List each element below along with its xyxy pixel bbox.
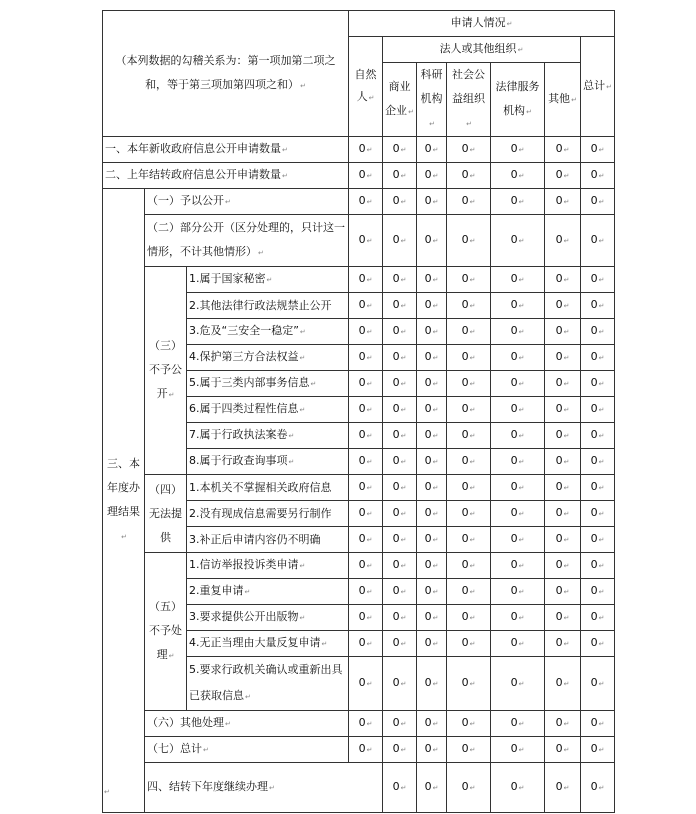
table-row	[103, 475, 615, 501]
value-cell: 0↵	[491, 527, 545, 553]
value-cell: 0↵	[545, 605, 581, 631]
value-cell: 0↵	[417, 293, 447, 319]
table-row	[103, 215, 615, 267]
value-cell: 0↵	[545, 475, 581, 501]
value-cell: 0↵	[545, 137, 581, 163]
value-cell: 0↵	[349, 163, 383, 189]
value-cell: 0↵	[447, 737, 491, 763]
value-cell: 0↵	[545, 553, 581, 579]
value-cell: 0↵	[447, 501, 491, 527]
value-cell: 0↵	[349, 293, 383, 319]
value-cell: 0↵	[417, 423, 447, 449]
value-cell: 0↵	[383, 579, 417, 605]
value-cell: 0↵	[491, 657, 545, 711]
value-cell: 0↵	[417, 579, 447, 605]
value-cell: 0↵	[545, 527, 581, 553]
value-cell: 0↵	[349, 475, 383, 501]
row-label: 7.属于行政执法案卷↵	[187, 423, 349, 449]
value-cell: 0↵	[417, 527, 447, 553]
value-cell: 0↵	[383, 293, 417, 319]
table-row	[103, 763, 615, 813]
value-cell: 0↵	[545, 345, 581, 371]
table-row	[103, 553, 615, 579]
value-cell: 0↵	[417, 737, 447, 763]
value-cell: 0↵	[491, 737, 545, 763]
value-cell: 0↵	[581, 657, 615, 711]
value-cell: 0↵	[349, 553, 383, 579]
value-cell: 0↵	[383, 189, 417, 215]
value-cell: 0↵	[491, 345, 545, 371]
value-cell: 0↵	[383, 345, 417, 371]
lawservice-header: 法律服务机构↵	[491, 63, 545, 137]
value-cell: 0↵	[349, 319, 383, 345]
value-cell: 0↵	[383, 763, 417, 813]
value-cell: 0↵	[447, 449, 491, 475]
value-cell: 0↵	[581, 267, 615, 293]
value-cell: 0↵	[417, 657, 447, 711]
value-cell: 0↵	[581, 501, 615, 527]
value-cell: 0↵	[447, 527, 491, 553]
value-cell: 0↵	[417, 475, 447, 501]
value-cell: 0↵	[581, 423, 615, 449]
value-cell: 0↵	[383, 657, 417, 711]
group-label-not-disclosed: （三）不予公开↵	[145, 267, 187, 475]
value-cell: 0↵	[349, 605, 383, 631]
value-cell: 0↵	[581, 345, 615, 371]
value-cell: 0↵	[491, 189, 545, 215]
value-cell: 0↵	[581, 397, 615, 423]
value-cell: 0↵	[447, 137, 491, 163]
value-cell: 0↵	[545, 293, 581, 319]
value-cell: 0↵	[383, 501, 417, 527]
value-cell: 0↵	[349, 501, 383, 527]
value-cell: 0↵	[491, 501, 545, 527]
value-cell: 0↵	[545, 711, 581, 737]
value-cell: 0↵	[545, 371, 581, 397]
value-cell: 0↵	[447, 605, 491, 631]
value-cell: 0↵	[545, 737, 581, 763]
value-cell: 0↵	[349, 631, 383, 657]
value-cell: 0↵	[581, 605, 615, 631]
value-cell: 0↵	[545, 657, 581, 711]
value-cell: 0↵	[545, 423, 581, 449]
row-label: 5.属于三类内部事务信息↵	[187, 371, 349, 397]
row-label: 1.属于国家秘密↵	[187, 267, 349, 293]
value-cell: 0↵	[447, 397, 491, 423]
value-cell: 0↵	[491, 631, 545, 657]
value-cell: 0↵	[349, 345, 383, 371]
value-cell: 0↵	[447, 345, 491, 371]
row-label: 3.危及“三安全一稳定”↵	[187, 319, 349, 345]
table-row	[103, 163, 615, 189]
value-cell: 0↵	[349, 215, 383, 267]
value-cell: 0↵	[447, 423, 491, 449]
value-cell: 0↵	[545, 631, 581, 657]
row-label: （一）予以公开↵	[145, 189, 349, 215]
natural-person-header: 自然人↵	[349, 37, 383, 137]
value-cell: 0↵	[491, 579, 545, 605]
value-cell: 0↵	[417, 553, 447, 579]
row-label: 1.信访举报投诉类申请↵	[187, 553, 349, 579]
value-cell: 0↵	[447, 293, 491, 319]
value-cell: 0↵	[581, 579, 615, 605]
value-cell: 0↵	[581, 475, 615, 501]
value-cell: 0↵	[349, 527, 383, 553]
value-cell: 0↵	[545, 215, 581, 267]
value-cell: 0↵	[447, 215, 491, 267]
value-cell: 0↵	[383, 397, 417, 423]
value-cell: 0↵	[349, 423, 383, 449]
legal-entity-header: 法人或其他组织↵	[383, 37, 581, 63]
commercial-header: 商业企业↵	[383, 63, 417, 137]
value-cell: 0↵	[383, 371, 417, 397]
research-header: 科研机构↵	[417, 63, 447, 137]
value-cell: 0↵	[491, 763, 545, 813]
value-cell: 0↵	[581, 553, 615, 579]
row-label: 一、本年新收政府信息公开申请数量↵	[103, 137, 349, 163]
row-label: （七）总计↵	[145, 737, 349, 763]
group-label-cannot-provide: （四）无法提供	[145, 475, 187, 553]
value-cell: 0↵	[383, 737, 417, 763]
value-cell: 0↵	[545, 579, 581, 605]
value-cell: 0↵	[545, 319, 581, 345]
value-cell: 0↵	[491, 475, 545, 501]
paragraph-mark: ↵	[104, 788, 110, 796]
value-cell: 0↵	[417, 267, 447, 293]
value-cell: 0↵	[581, 189, 615, 215]
value-cell: 0↵	[417, 345, 447, 371]
table-row	[103, 711, 615, 737]
value-cell: 0↵	[417, 137, 447, 163]
value-cell: 0↵	[383, 449, 417, 475]
value-cell: 0↵	[447, 657, 491, 711]
value-cell: 0↵	[447, 579, 491, 605]
value-cell: 0↵	[447, 267, 491, 293]
table-row	[103, 189, 615, 215]
value-cell: 0↵	[581, 319, 615, 345]
value-cell: 0↵	[383, 631, 417, 657]
value-cell: 0↵	[417, 711, 447, 737]
value-cell: 0↵	[383, 711, 417, 737]
row-label: 4.保护第三方合法权益↵	[187, 345, 349, 371]
value-cell: 0↵	[417, 215, 447, 267]
value-cell: 0↵	[417, 501, 447, 527]
value-cell: 0↵	[491, 163, 545, 189]
value-cell: 0↵	[349, 449, 383, 475]
value-cell: 0↵	[581, 293, 615, 319]
total-header: 总计↵	[581, 37, 615, 137]
row-label: （六）其他处理↵	[145, 711, 349, 737]
row-label: 3.要求提供公开出版物↵	[187, 605, 349, 631]
value-cell: 0↵	[417, 319, 447, 345]
value-cell: 0↵	[447, 189, 491, 215]
value-cell: 0↵	[491, 553, 545, 579]
value-cell: 0↵	[491, 267, 545, 293]
table-row	[103, 267, 615, 293]
row-label: 2.重复申请↵	[187, 579, 349, 605]
value-cell: 0↵	[383, 605, 417, 631]
other-header: 其他↵	[545, 63, 581, 137]
value-cell: 0↵	[581, 371, 615, 397]
value-cell: 0↵	[417, 605, 447, 631]
value-cell: 0↵	[349, 737, 383, 763]
row-label: 二、上年结转政府信息公开申请数量↵	[103, 163, 349, 189]
value-cell: 0↵	[581, 215, 615, 267]
value-cell: 0↵	[545, 397, 581, 423]
value-cell: 0↵	[349, 137, 383, 163]
value-cell: 0↵	[383, 423, 417, 449]
value-cell: 0↵	[447, 553, 491, 579]
table-row	[103, 137, 615, 163]
value-cell: 0↵	[417, 371, 447, 397]
value-cell: 0↵	[417, 763, 447, 813]
value-cell: 0↵	[491, 397, 545, 423]
value-cell: 0↵	[349, 371, 383, 397]
value-cell: 0↵	[349, 267, 383, 293]
row-label: 四、结转下年度继续办理↵	[145, 763, 383, 813]
value-cell: 0↵	[491, 423, 545, 449]
value-cell: 0↵	[383, 319, 417, 345]
value-cell: 0↵	[383, 137, 417, 163]
value-cell: 0↵	[581, 737, 615, 763]
row-label: 5.要求行政机关确认或重新出具已获取信息↵	[187, 657, 349, 711]
row-label: 3.补正后申请内容仍不明确	[187, 527, 349, 553]
applicant-header: 申请人情况↵	[349, 11, 615, 37]
value-cell: 0↵	[545, 189, 581, 215]
value-cell: 0↵	[349, 579, 383, 605]
value-cell: 0↵	[383, 215, 417, 267]
section-three-label: 三、本年度办理结果↵	[103, 189, 145, 813]
value-cell: 0↵	[383, 553, 417, 579]
value-cell: 0↵	[491, 605, 545, 631]
value-cell: 0↵	[417, 189, 447, 215]
value-cell: 0↵	[491, 711, 545, 737]
value-cell: 0↵	[383, 163, 417, 189]
value-cell: 0↵	[447, 371, 491, 397]
row-label: 4.无正当理由大量反复申请↵	[187, 631, 349, 657]
value-cell: 0↵	[447, 631, 491, 657]
value-cell: 0↵	[447, 763, 491, 813]
table-row	[103, 737, 615, 763]
value-cell: 0↵	[417, 449, 447, 475]
value-cell: 0↵	[447, 163, 491, 189]
group-label-not-processed: （五）不予处理↵	[145, 553, 187, 711]
value-cell: 0↵	[581, 527, 615, 553]
value-cell: 0↵	[581, 763, 615, 813]
row-label: 2.其他法律行政法规禁止公开	[187, 293, 349, 319]
value-cell: 0↵	[581, 163, 615, 189]
value-cell: 0↵	[383, 475, 417, 501]
value-cell: 0↵	[545, 267, 581, 293]
value-cell: 0↵	[349, 657, 383, 711]
row-label: 2.没有现成信息需要另行制作	[187, 501, 349, 527]
value-cell: 0↵	[545, 449, 581, 475]
value-cell: 0↵	[581, 449, 615, 475]
value-cell: 0↵	[491, 449, 545, 475]
disclosure-table	[102, 10, 615, 813]
value-cell: 0↵	[417, 397, 447, 423]
value-cell: 0↵	[417, 163, 447, 189]
value-cell: 0↵	[491, 293, 545, 319]
value-cell: 0↵	[491, 215, 545, 267]
value-cell: 0↵	[581, 137, 615, 163]
value-cell: 0↵	[491, 137, 545, 163]
row-label: 1.本机关不掌握相关政府信息	[187, 475, 349, 501]
value-cell: 0↵	[581, 711, 615, 737]
value-cell: 0↵	[349, 189, 383, 215]
row-label: （二）部分公开（区分处理的，只计这一情形，不计其他情形）↵	[145, 215, 349, 267]
value-cell: 0↵	[383, 267, 417, 293]
value-cell: 0↵	[349, 711, 383, 737]
row-label: 6.属于四类过程性信息↵	[187, 397, 349, 423]
value-cell: 0↵	[417, 631, 447, 657]
value-cell: 0↵	[545, 501, 581, 527]
value-cell: 0↵	[545, 163, 581, 189]
value-cell: 0↵	[491, 371, 545, 397]
value-cell: 0↵	[349, 397, 383, 423]
value-cell: 0↵	[447, 319, 491, 345]
value-cell: 0↵	[383, 527, 417, 553]
social-header: 社会公益组织↵	[447, 63, 491, 137]
value-cell: 0↵	[491, 319, 545, 345]
value-cell: 0↵	[447, 475, 491, 501]
row-label: 8.属于行政查询事项↵	[187, 449, 349, 475]
value-cell: 0↵	[581, 631, 615, 657]
value-cell: 0↵	[545, 763, 581, 813]
value-cell: 0↵	[447, 711, 491, 737]
column-note: （本列数据的勾稽关系为：第一项加第二项之和，等于第三项加第四项之和）↵	[103, 11, 349, 137]
